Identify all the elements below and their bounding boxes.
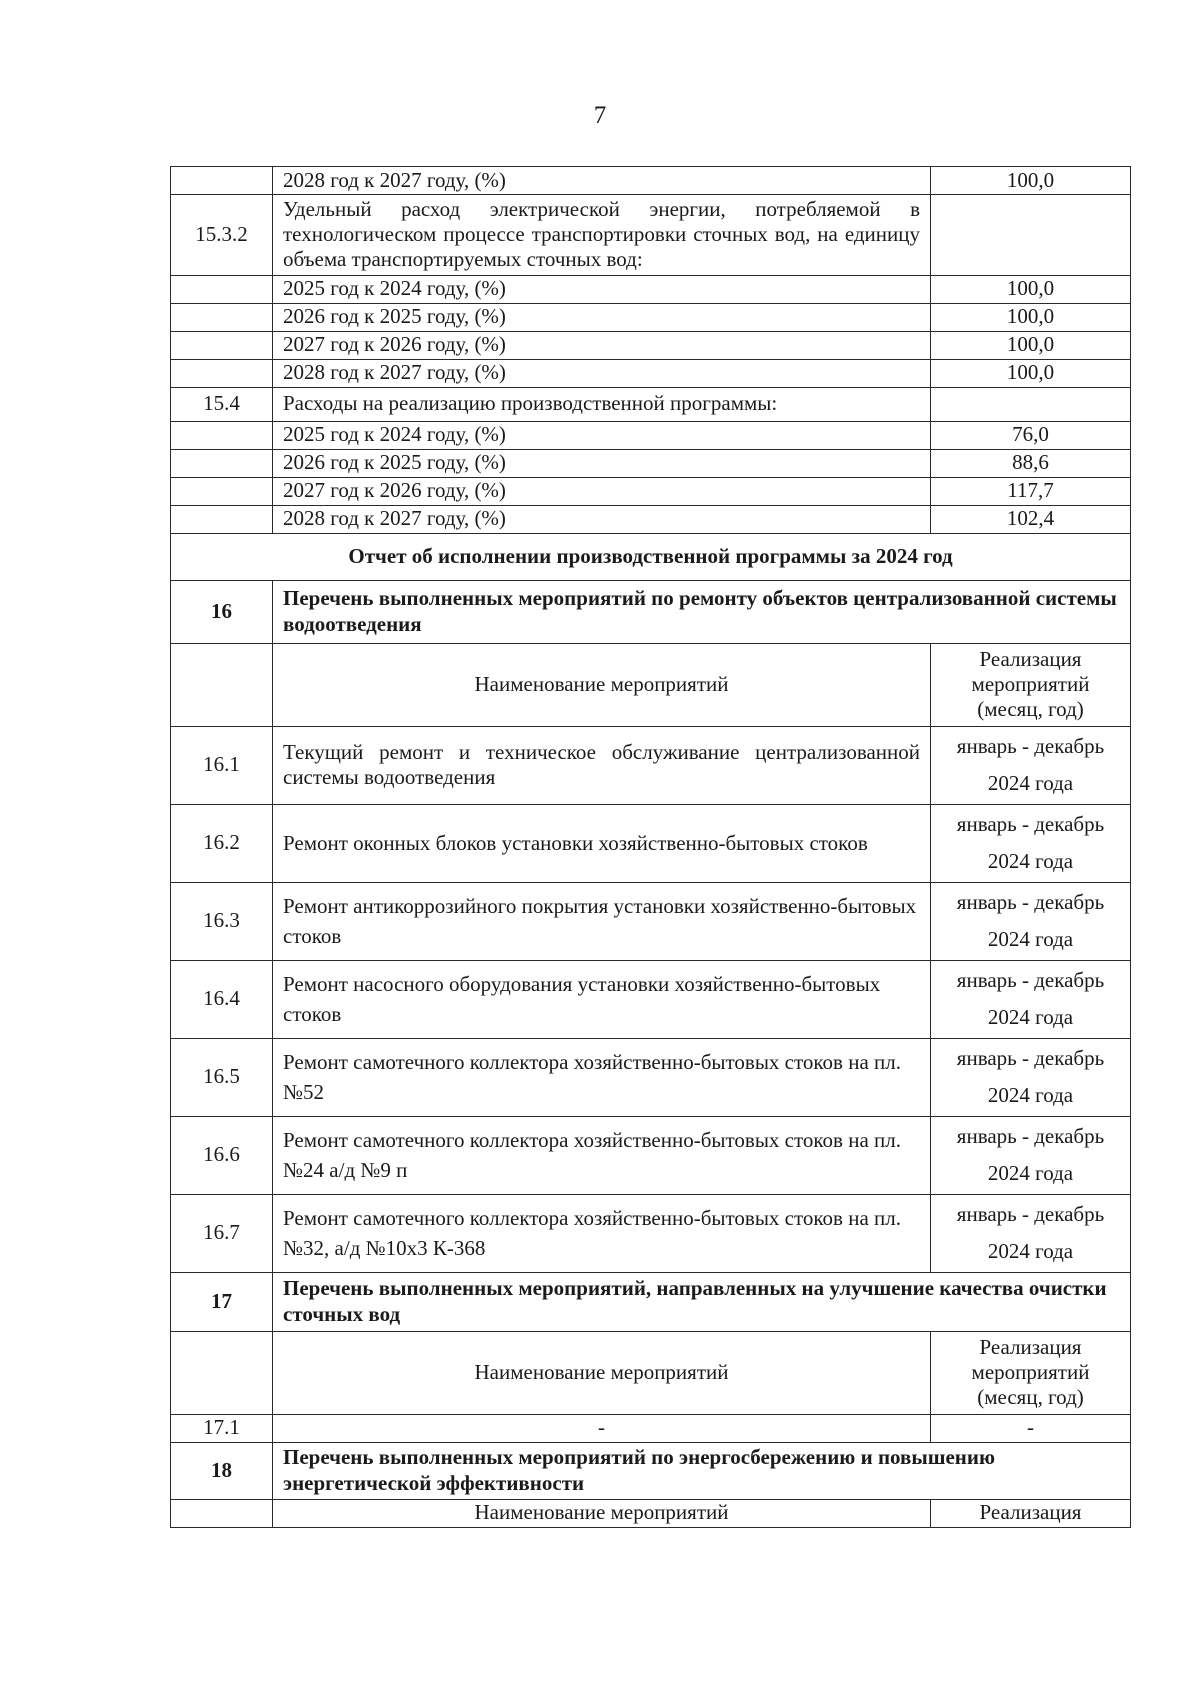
section-header-row bbox=[171, 1442, 1131, 1499]
table-row bbox=[171, 505, 1131, 533]
row-number: 16.3 bbox=[171, 882, 273, 960]
table-row bbox=[171, 726, 1131, 804]
section-title: Перечень выполненных мероприятий, направленных на улучшение качества очистки сточных вод bbox=[273, 1272, 1131, 1331]
work-name: Ремонт самотечного коллектора хозяйственно-бытовых стоков на пл.№52 bbox=[273, 1038, 931, 1116]
column-header-name: Наименование мероприятий bbox=[273, 643, 931, 726]
period-months: январь - декабрь bbox=[956, 968, 1105, 993]
table-row bbox=[171, 882, 1131, 960]
column-header-period: Реализация bbox=[931, 1499, 1131, 1527]
indicator-value: 100,0 bbox=[931, 331, 1131, 359]
work-name: Ремонт оконных блоков установки хозяйственно-бытовых стоков bbox=[273, 804, 931, 882]
column-header-name: Наименование мероприятий bbox=[273, 1331, 931, 1414]
indicator-label: Расходы на реализацию производственной программы: bbox=[273, 387, 931, 421]
table-row bbox=[171, 804, 1131, 882]
indicator-value: 88,6 bbox=[931, 449, 1131, 477]
period-months: январь - декабрь bbox=[956, 734, 1105, 759]
work-period bbox=[931, 1038, 1131, 1116]
row-number bbox=[171, 359, 273, 387]
work-name: Ремонт антикоррозийного покрытия установки хозяйственно-бытовых стоков bbox=[273, 882, 931, 960]
indicator-value: 100,0 bbox=[931, 167, 1131, 195]
period-year: 2024 года bbox=[987, 771, 1074, 796]
column-header-row bbox=[171, 1331, 1131, 1414]
row-number bbox=[171, 167, 273, 195]
row-number bbox=[171, 421, 273, 449]
indicator-label: 2025 год к 2024 году, (%) bbox=[273, 421, 931, 449]
empty-cell bbox=[171, 643, 273, 726]
row-number: 16.4 bbox=[171, 960, 273, 1038]
indicator-label: 2026 год к 2025 году, (%) bbox=[273, 303, 931, 331]
table-row bbox=[171, 331, 1131, 359]
period-months: январь - декабрь bbox=[956, 812, 1105, 837]
row-number bbox=[171, 449, 273, 477]
report-title: Отчет об исполнении производственной программы за 2024 год bbox=[171, 533, 1131, 580]
table-row bbox=[171, 275, 1131, 303]
indicator-label: 2028 год к 2027 году, (%) bbox=[273, 505, 931, 533]
indicator-label: Удельный расход электрической энергии, потребляемой в технологическом процессе транспортировки сточных вод, на единицу объема транспортируемых сточных вод: bbox=[273, 195, 931, 276]
row-number: 16.1 bbox=[171, 726, 273, 804]
indicator-value: 100,0 bbox=[931, 303, 1131, 331]
table-row bbox=[171, 1116, 1131, 1194]
section-number: 16 bbox=[171, 580, 273, 643]
row-number: 15.4 bbox=[171, 387, 273, 421]
work-period: - bbox=[931, 1414, 1131, 1442]
period-year: 2024 года bbox=[987, 927, 1074, 952]
table-row bbox=[171, 387, 1131, 421]
period-year: 2024 года bbox=[987, 1161, 1074, 1186]
table-row bbox=[171, 449, 1131, 477]
indicator-value: 102,4 bbox=[931, 505, 1131, 533]
work-period bbox=[931, 1116, 1131, 1194]
work-period bbox=[931, 1194, 1131, 1272]
work-period bbox=[931, 960, 1131, 1038]
indicator-label: 2028 год к 2027 году, (%) bbox=[273, 359, 931, 387]
work-name: Ремонт самотечного коллектора хозяйственно-бытовых стоков на пл.№32, а/д №10х3 К-368 bbox=[273, 1194, 931, 1272]
report-title-row bbox=[171, 533, 1131, 580]
row-number: 17.1 bbox=[171, 1414, 273, 1442]
section-header-row bbox=[171, 580, 1131, 643]
indicator-label: 2026 год к 2025 году, (%) bbox=[273, 449, 931, 477]
row-number: 15.3.2 bbox=[171, 195, 273, 276]
section-number: 18 bbox=[171, 1442, 273, 1499]
period-year: 2024 года bbox=[987, 1239, 1074, 1264]
empty-cell bbox=[171, 1331, 273, 1414]
work-period bbox=[931, 804, 1131, 882]
row-number: 16.5 bbox=[171, 1038, 273, 1116]
indicator-label: 2028 год к 2027 году, (%) bbox=[273, 167, 931, 195]
indicator-value bbox=[931, 195, 1131, 276]
column-header-row bbox=[171, 1499, 1131, 1527]
table-row bbox=[171, 167, 1131, 195]
row-number bbox=[171, 477, 273, 505]
period-months: январь - декабрь bbox=[956, 1046, 1105, 1071]
empty-cell bbox=[171, 1499, 273, 1527]
row-number bbox=[171, 505, 273, 533]
period-year: 2024 года bbox=[987, 1005, 1074, 1030]
table-row bbox=[171, 421, 1131, 449]
row-number bbox=[171, 331, 273, 359]
row-number: 16.7 bbox=[171, 1194, 273, 1272]
table-row bbox=[171, 1038, 1131, 1116]
work-name: Ремонт самотечного коллектора хозяйственно-бытовых стоков на пл.№24 а/д №9 п bbox=[273, 1116, 931, 1194]
column-header-row bbox=[171, 643, 1131, 726]
indicator-label: 2025 год к 2024 году, (%) bbox=[273, 275, 931, 303]
table-row bbox=[171, 1194, 1131, 1272]
period-months: январь - декабрь bbox=[956, 890, 1105, 915]
indicator-value: 76,0 bbox=[931, 421, 1131, 449]
indicator-value: 117,7 bbox=[931, 477, 1131, 505]
column-header-name: Наименование мероприятий bbox=[273, 1499, 931, 1527]
work-period bbox=[931, 882, 1131, 960]
work-name: Текущий ремонт и техническое обслуживание централизованной системы водоотведения bbox=[273, 726, 931, 804]
table-row bbox=[171, 195, 1131, 276]
indicator-value: 100,0 bbox=[931, 275, 1131, 303]
table-row bbox=[171, 303, 1131, 331]
page-number: 7 bbox=[593, 102, 607, 129]
indicator-value bbox=[931, 387, 1131, 421]
period-months: январь - декабрь bbox=[956, 1202, 1105, 1227]
period-year: 2024 года bbox=[987, 1083, 1074, 1108]
work-name: Ремонт насосного оборудования установки хозяйственно-бытовых стоков bbox=[273, 960, 931, 1038]
work-name: - bbox=[273, 1414, 931, 1442]
indicator-label: 2027 год к 2026 году, (%) bbox=[273, 331, 931, 359]
row-number bbox=[171, 275, 273, 303]
table-row bbox=[171, 960, 1131, 1038]
column-header-period: Реализация мероприятий (месяц, год) bbox=[931, 643, 1131, 726]
row-number bbox=[171, 303, 273, 331]
row-number: 16.2 bbox=[171, 804, 273, 882]
section-title: Перечень выполненных мероприятий по ремонту объектов централизованной системы водоотведения bbox=[273, 580, 1131, 643]
table-row bbox=[171, 1414, 1131, 1442]
row-number: 16.6 bbox=[171, 1116, 273, 1194]
production-program-table bbox=[170, 166, 1131, 1528]
indicator-value: 100,0 bbox=[931, 359, 1131, 387]
table-row bbox=[171, 477, 1131, 505]
table-row bbox=[171, 359, 1131, 387]
section-header-row bbox=[171, 1272, 1131, 1331]
section-number: 17 bbox=[171, 1272, 273, 1331]
work-period bbox=[931, 726, 1131, 804]
period-year: 2024 года bbox=[987, 849, 1074, 874]
section-title: Перечень выполненных мероприятий по энергосбережению и повышению энергетической эффективности bbox=[273, 1442, 1131, 1499]
column-header-period: Реализация мероприятий (месяц, год) bbox=[931, 1331, 1131, 1414]
indicator-label: 2027 год к 2026 году, (%) bbox=[273, 477, 931, 505]
period-months: январь - декабрь bbox=[956, 1124, 1105, 1149]
